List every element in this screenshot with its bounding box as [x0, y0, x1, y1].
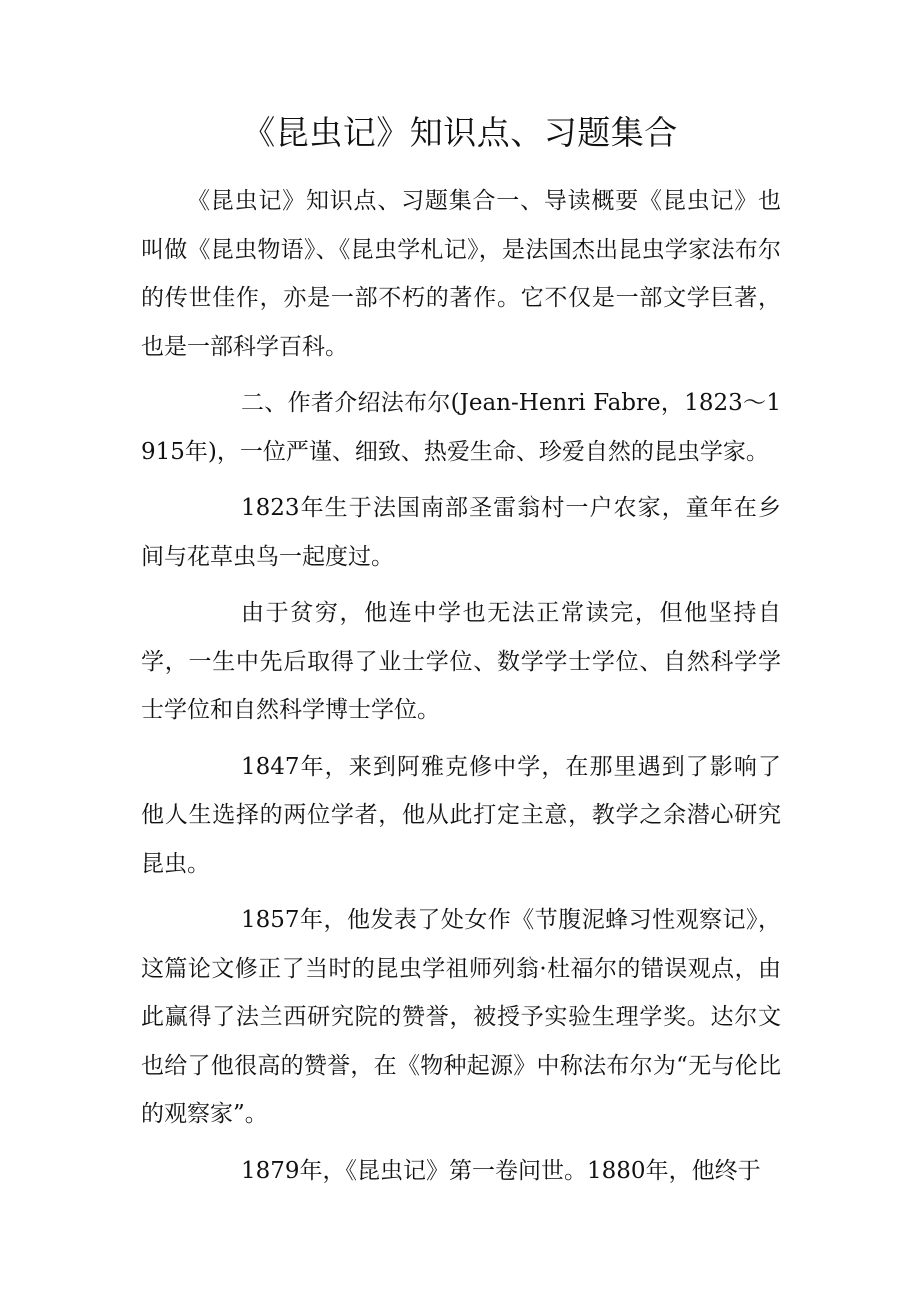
document-body: [141, 177, 781, 1195]
paragraph-1857: 1857年，他发表了处女作《节腹泥蜂习性观察记》，这篇论文修正了当时的昆虫学祖师列翁·杜福尔的错误观点，由此赢得了法兰西研究院的赞誉，被授予实验生理学奖。达尔文也给了他很高的赞誉，在《物种起源》中称法布尔为“无与伦比的观察家”。: [141, 907, 781, 1127]
document-title: 《昆虫记》知识点、习题集合: [242, 113, 678, 152]
paragraph-1847: 1847年，来到阿雅克修中学，在那里遇到了影响了他人生选择的两位学者，他从此打定主意，教学之余潜心研究昆虫。: [141, 753, 781, 877]
paragraph-1879: 1879年，《昆虫记》第一卷问世。1880年，他终于: [241, 1157, 761, 1184]
paragraph-education: 由于贫穷，他连中学也无法正常读完，但他坚持自学，一生中先后取得了业士学位、数学学士学位、自然科学学士学位和自然科学博士学位。: [141, 600, 781, 723]
paragraph-author: 二、作者介绍法布尔(Jean-Henri Fabre，1823～1915年)，一位严谨、细致、热爱生命、珍爱自然的昆虫学家。: [141, 390, 781, 465]
paragraph-birth: 1823年生于法国南部圣雷翁村一户农家，童年在乡间与花草虫鸟一起度过。: [141, 495, 781, 570]
paragraph-intro: 《昆虫记》知识点、习题集合一、导读概要《昆虫记》也叫做《昆虫物语》、《昆虫学札记》，是法国杰出昆虫学家法布尔的传世佳作，亦是一部不朽的著作。它不仅是一部文学巨著，也是一部科学百科。: [141, 188, 781, 360]
